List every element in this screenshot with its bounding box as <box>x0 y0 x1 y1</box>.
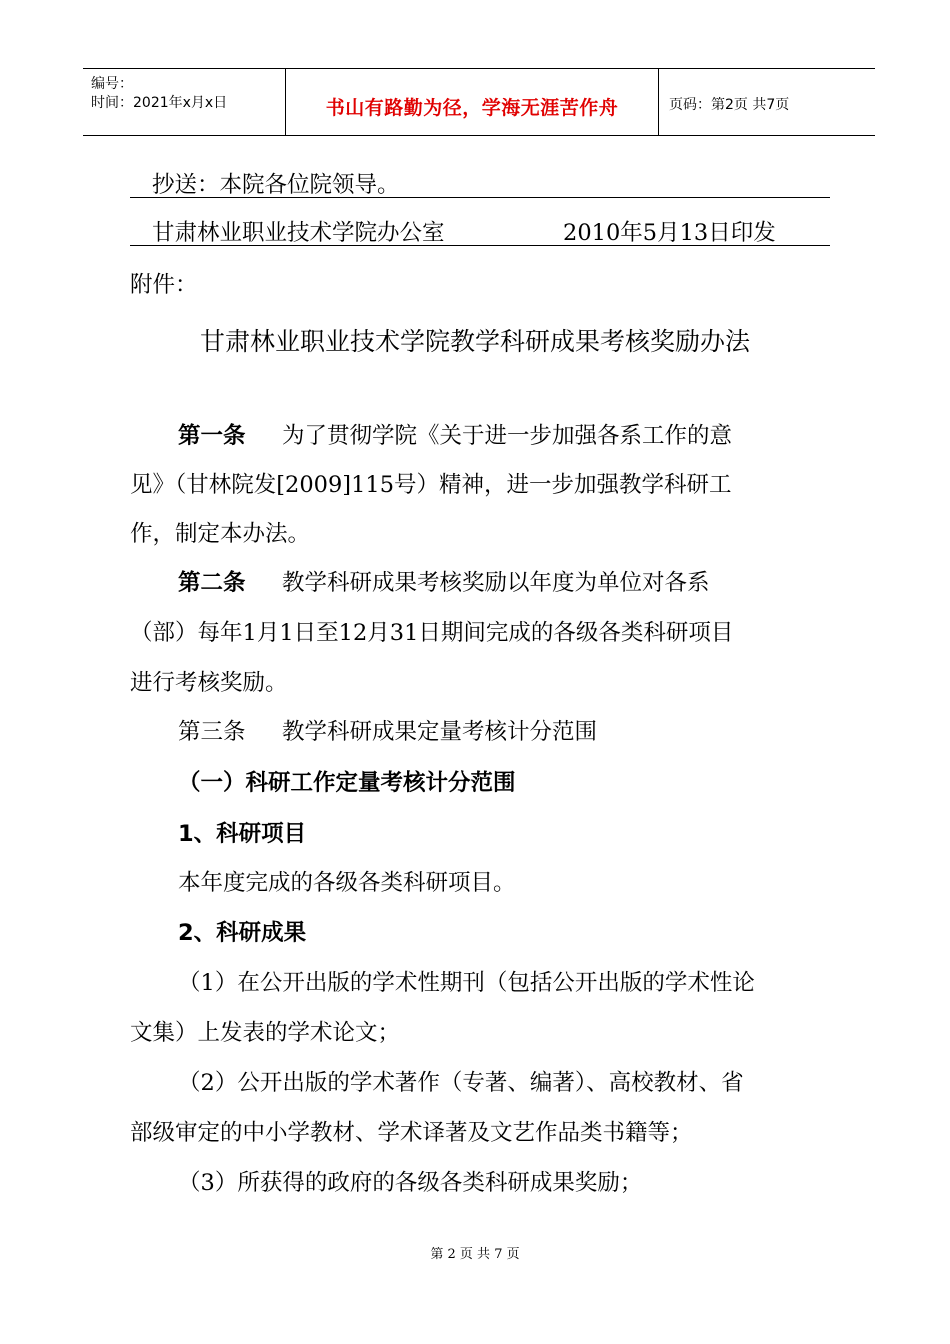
page-header <box>83 68 875 136</box>
subsection-2-heading: 2、科研成果 <box>178 920 307 946</box>
section-1-heading: （一）科研工作定量考核计分范围 <box>178 770 516 796</box>
issuer-line: 甘肃林业职业技术学院办公室 <box>152 220 445 246</box>
page-info: 页码：第2页 共7页 <box>669 97 790 113</box>
article-1-line: 见》（甘林院发[2009]115号）精神，进一步加强教学科研工 <box>130 472 732 498</box>
subsection-1-text: 本年度完成的各级各类科研项目。 <box>178 870 516 896</box>
list-item: （1）在公开出版的学术性期刊（包括公开出版的学术性论 <box>178 970 755 996</box>
list-item: 部级审定的中小学教材、学术译著及文艺作品类书籍等； <box>130 1120 693 1146</box>
header-meta-cell <box>83 69 285 135</box>
attachment-label: 附件： <box>130 272 198 298</box>
serial-label: 编号： <box>91 76 133 92</box>
issue-date: 2010年5月13日印发 <box>563 220 776 246</box>
article-3-heading: 第三条 <box>178 719 246 745</box>
article-2-line: （部）每年1月1日至12月31日期间完成的各级各类科研项目 <box>130 620 734 646</box>
header-page-cell <box>659 69 875 135</box>
article-1-heading: 第一条 <box>178 423 246 449</box>
divider-rule <box>130 245 830 246</box>
article-1-line: 作，制定本办法。 <box>130 521 311 547</box>
subsection-1-heading: 1、科研项目 <box>178 821 307 847</box>
article-2-heading: 第二条 <box>178 570 246 596</box>
divider-rule <box>130 197 830 198</box>
document-title: 甘肃林业职业技术学院教学科研成果考核奖励办法 <box>199 327 750 356</box>
article-3-line: 教学科研成果定量考核计分范围 <box>282 719 598 745</box>
time-label: 时间：2021年x月x日 <box>91 95 228 111</box>
list-item: （2）公开出版的学术著作（专著、编著）、高校教材、省 <box>178 1070 744 1096</box>
article-2-line: 教学科研成果考核奖励以年度为单位对各系 <box>282 570 710 596</box>
cc-line: 抄送：本院各位院领导。 <box>152 172 400 198</box>
article-2-line: 进行考核奖励。 <box>130 670 288 696</box>
list-item: 文集）上发表的学术论文； <box>130 1020 401 1046</box>
article-1-line: 为了贯彻学院《关于进一步加强各系工作的意 <box>282 423 733 449</box>
page-footer: 第 2 页 共 7 页 <box>430 1247 520 1262</box>
motto: 书山有路勤为径，学海无涯苦作舟 <box>325 97 619 119</box>
header-motto-cell <box>285 69 659 135</box>
list-item: （3）所获得的政府的各级各类科研成果奖励； <box>178 1170 643 1196</box>
